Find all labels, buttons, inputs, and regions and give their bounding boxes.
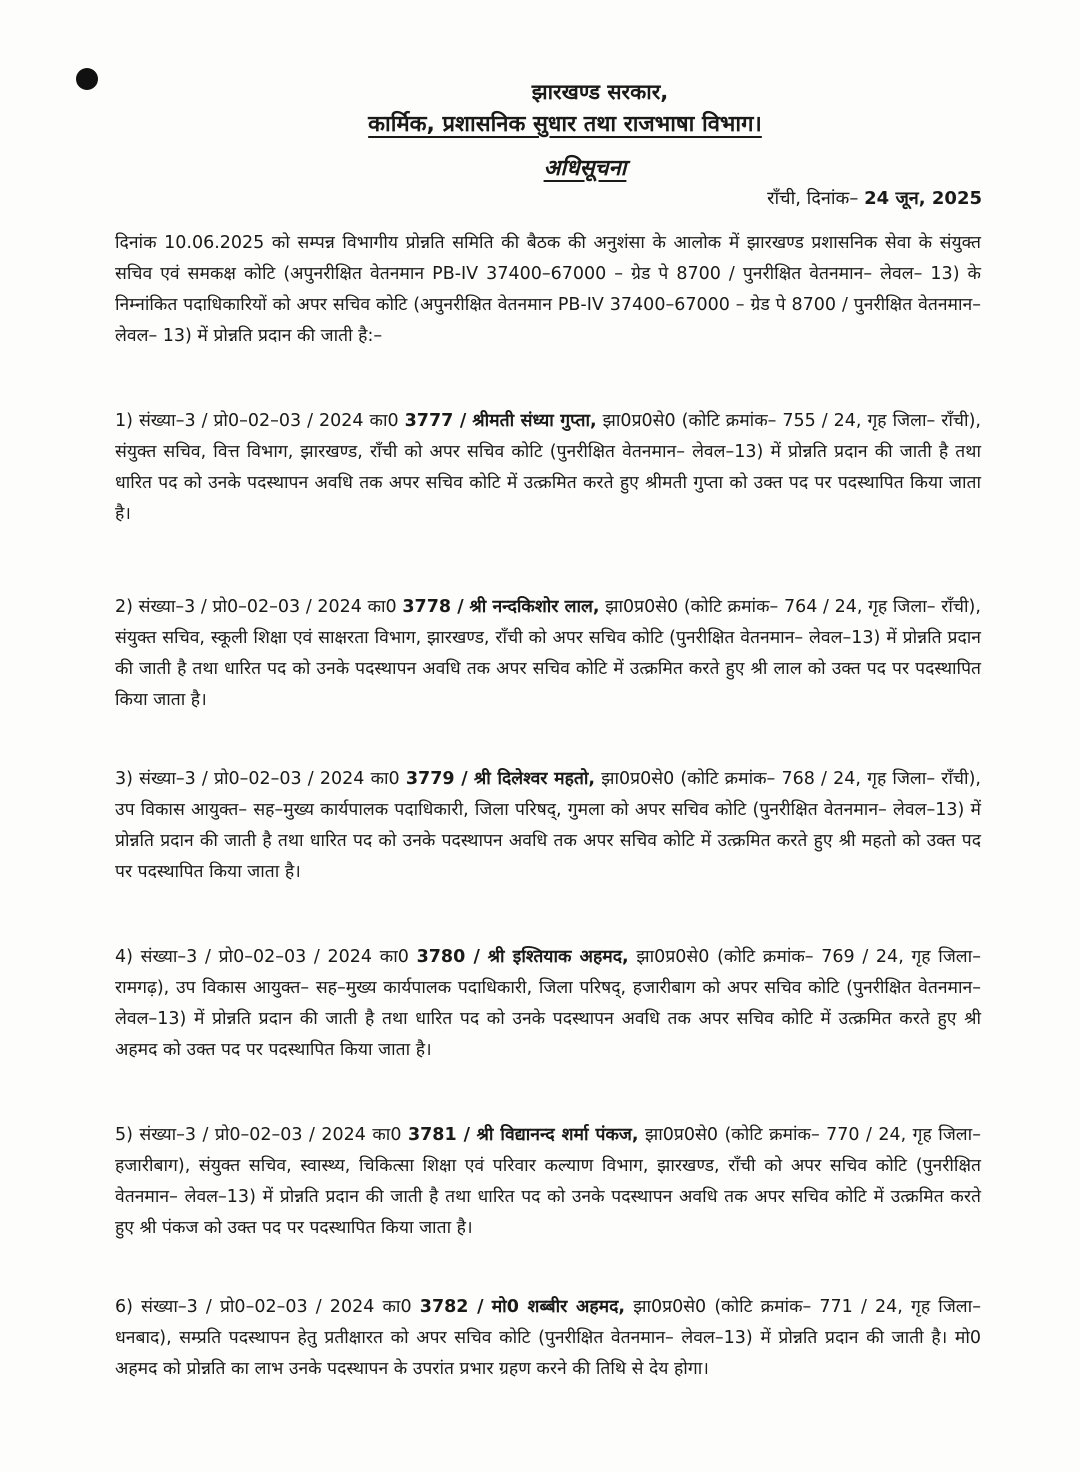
item-body: झा0प्र0से0 (कोटि क्रमांक– 755 / 24, गृह जिला– राँची), संयुक्त सचिव, वित्त विभाग, झारखण्ड, राँची को अपर सचिव कोटि (पुनरीक्षित वेतनमान– लेवल–13) में प्रोन्नति प्रदान की जाती है तथा धारित पद को उनके पदस्थापन अवधि तक अपर सचिव कोटि में उत्क्रमित करते हुए श्रीमती गुप्ता को उक्त पद पर पदस्थापित किया जाता है।: [115, 411, 981, 524]
item-order-number: 3778 /: [402, 597, 464, 617]
officer-name: श्री नन्दकिशोर लाल,: [469, 597, 600, 617]
item-reference: 3) संख्या–3 / प्रो0–02–03 / 2024 का0: [115, 769, 400, 789]
item-reference: 6) संख्या–3 / प्रो0–02–03 / 2024 का0: [115, 1297, 412, 1317]
item-body: झा0प्र0से0 (कोटि क्रमांक– 768 / 24, गृह जिला– राँची), उप विकास आयुक्त– सह–मुख्य कार्यपालक पदाधिकारी, जिला परिषद्, गुमला को अपर सचिव कोटि (पुनरीक्षित वेतनमान– लेवल–13) में प्रोन्नति प्रदान की जाती है तथा धारित पद को उनके पदस्थापन अवधि तक अपर सचिव कोटि में उत्क्रमित करते हुए श्री महतो को उक्त पद पर पदस्थापित किया जाता है।: [115, 769, 981, 882]
item-body: झा0प्र0से0 (कोटि क्रमांक– 764 / 24, गृह जिला– राँची), संयुक्त सचिव, स्कूली शिक्षा एवं साक्षरता विभाग, झारखण्ड, राँची को अपर सचिव कोटि (पुनरीक्षित वेतनमान– लेवल–13) में प्रोन्नति प्रदान की जाती है तथा धारित पद को उनके पदस्थापन अवधि तक अपर सचिव कोटि में उत्क्रमित करते हुए श्री लाल को उक्त पद पर पदस्थापित किया जाता है।: [115, 597, 981, 710]
item-reference: 4) संख्या–3 / प्रो0–02–03 / 2024 का0: [115, 947, 409, 967]
promotion-item-3: [115, 764, 981, 888]
item-order-number: 3780 /: [416, 947, 480, 967]
department-heading: कार्मिक, प्रशासनिक सुधार तथा राजभाषा विभाग।: [368, 112, 762, 137]
promotion-item-6: [115, 1292, 981, 1385]
promotion-item-5: [115, 1120, 981, 1244]
date-line: [767, 186, 982, 210]
item-reference: 2) संख्या–3 / प्रो0–02–03 / 2024 का0: [115, 597, 397, 617]
officer-name: श्री इश्तियाक अहमद,: [487, 947, 629, 967]
government-heading: झारखण्ड सरकार,: [531, 80, 669, 104]
item-reference: 5) संख्या–3 / प्रो0–02–03 / 2024 का0: [115, 1125, 402, 1145]
date-prefix: राँची, दिनांक–: [767, 188, 859, 209]
intro-paragraph: दिनांक 10.06.2025 को सम्पन्न विभागीय प्रोन्नति समिति की बैठक की अनुशंसा के आलोक में झारखण्ड प्रशासनिक सेवा के संयुक्त सचिव एवं समकक्ष कोटि (अपुनरीक्षित वेतनमान PB-IV 37400–67000 – ग्रेड पे 8700 / पुनरीक्षित वेतनमान– लेवल– 13) के निम्नांकित पदाधिकारियों को अपर सचिव कोटि (अपुनरीक्षित वेतनमान PB-IV 37400–67000 – ग्रेड पे 8700 / पुनरीक्षित वेतनमान– लेवल– 13) में प्रोन्नति प्रदान की जाती है:–: [115, 233, 981, 346]
officer-name: श्री विद्यानन्द शर्मा पंकज,: [476, 1125, 639, 1145]
officer-name: श्रीमती संध्या गुप्ता,: [472, 411, 597, 431]
item-body: झा0प्र0से0 (कोटि क्रमांक– 771 / 24, गृह जिला– धनबाद), सम्प्रति पदस्थापन हेतु प्रतीक्षारत को अपर सचिव कोटि (पुनरीक्षित वेतनमान– लेवल–13) में प्रोन्नति प्रदान की जाती है। मो0 अहमद को प्रोन्नति का लाभ उनके पदस्थापन के उपरांत प्रभार ग्रहण करने की तिथि से देय होगा।: [115, 1297, 981, 1379]
promotion-item-4: [115, 942, 981, 1066]
item-body: झा0प्र0से0 (कोटि क्रमांक– 770 / 24, गृह जिला– हजारीबाग), संयुक्त सचिव, स्वास्थ्य, चिकित्सा शिक्षा एवं परिवार कल्याण विभाग, झारखण्ड, राँची को अपर सचिव कोटि (पुनरीक्षित वेतनमान– लेवल–13) में प्रोन्नति प्रदान की जाती है तथा धारित पद को उनके पदस्थापन अवधि तक अपर सचिव कोटि में उत्क्रमित करते हुए श्री पंकज को उक्त पद पर पदस्थापित किया जाता है।: [115, 1125, 981, 1238]
item-body: झा0प्र0से0 (कोटि क्रमांक– 769 / 24, गृह जिला– रामगढ़), उप विकास आयुक्त– सह–मुख्य कार्यपालक पदाधिकारी, जिला परिषद्, हजारीबाग को अपर सचिव कोटि (पुनरीक्षित वेतनमान– लेवल–13) में प्रोन्नति प्रदान की जाती है तथा धारित पद को उनके पदस्थापन अवधि तक अपर सचिव कोटि में उत्क्रमित करते हुए श्री अहमद को उक्त पद पर पदस्थापित किया जाता है।: [115, 947, 981, 1060]
item-order-number: 3777 /: [404, 411, 467, 431]
item-order-number: 3781 /: [407, 1125, 471, 1145]
notification-title: अधिसूचना: [543, 156, 627, 181]
promotion-item-2: [115, 592, 981, 716]
officer-name: श्री दिलेश्वर महतो,: [473, 769, 596, 789]
promotion-item-1: [115, 406, 981, 530]
item-order-number: 3782 /: [419, 1297, 484, 1317]
item-order-number: 3779 /: [405, 769, 468, 789]
date-value: 24 जून, 2025: [864, 188, 982, 209]
officer-name: मो0 शब्बीर अहमद,: [491, 1297, 626, 1317]
item-reference: 1) संख्या–3 / प्रो0–02–03 / 2024 का0: [115, 411, 399, 431]
